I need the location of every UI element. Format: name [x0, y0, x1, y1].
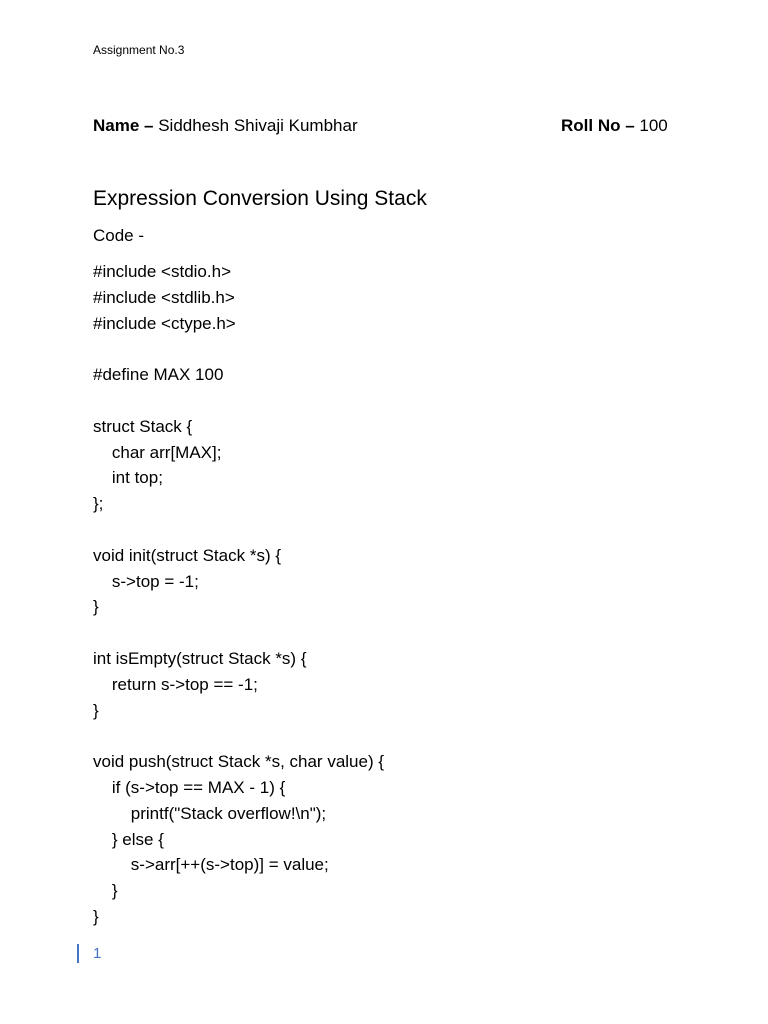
code-line: char arr[MAX]; [93, 442, 222, 462]
code-line: #include <stdlib.h> [93, 287, 235, 307]
student-name-line [93, 116, 358, 136]
code-line: } [93, 881, 118, 901]
code-line [93, 723, 384, 749]
roll-number-line [561, 116, 668, 136]
code-label: Code - [93, 226, 145, 245]
roll-value: 100 [634, 116, 668, 135]
code-line: #define MAX 100 [93, 365, 224, 385]
page-footer [77, 943, 101, 963]
code-line: void push(struct Stack *s, char value) { [93, 752, 385, 772]
name-value: Siddhesh Shivaji Kumbhar [153, 116, 358, 135]
code-line: } [93, 597, 99, 617]
code-line: }; [93, 494, 104, 514]
name-label: Name – [93, 116, 154, 135]
code-line: int isEmpty(struct Stack *s) { [93, 648, 307, 668]
code-line: return s->top == -1; [93, 674, 258, 694]
code-line: printf("Stack overflow!\n"); [93, 803, 327, 823]
code-line: struct Stack { [93, 416, 193, 436]
code-line: s->top = -1; [93, 571, 199, 591]
code-line [93, 336, 384, 362]
code-line: void init(struct Stack *s) { [93, 545, 282, 565]
code-line: if (s->top == MAX - 1) { [93, 777, 286, 797]
code-line: s->arr[++(s->top)] = value; [93, 855, 329, 875]
assignment-header: Assignment No.3 [93, 43, 185, 57]
code-line: } [93, 906, 99, 926]
code-line [93, 388, 384, 414]
code-block [93, 259, 384, 930]
code-line: } [93, 700, 99, 720]
code-line [93, 620, 384, 646]
code-line: int top; [93, 468, 163, 488]
roll-label: Roll No – [561, 116, 635, 135]
code-line: #include <stdio.h> [93, 262, 231, 281]
code-line: } else { [93, 829, 164, 849]
document-title: Expression Conversion Using Stack [93, 187, 427, 210]
page-number: 1 [93, 944, 102, 962]
page-number-bar [77, 944, 79, 963]
code-line [93, 517, 384, 543]
code-line: #include <ctype.h> [93, 313, 236, 333]
